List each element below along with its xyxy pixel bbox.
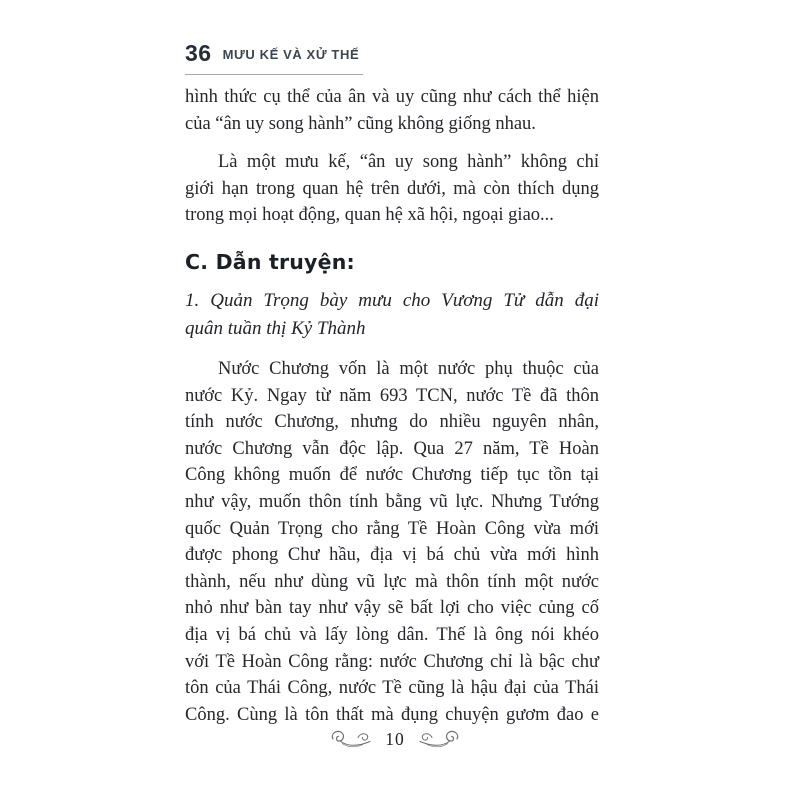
text-line: quân tuần thị Kỷ Thành xyxy=(185,318,366,340)
flourish-right-icon xyxy=(417,728,461,750)
text-line: thành, nếu như dùng vũ lực mà thôn tính một nước xyxy=(185,571,599,592)
text-line: hình thức cụ thể của ân và uy cũng như cách thể hiện xyxy=(185,87,599,107)
text-line: được phong Chư hầu, địa vị bá chủ vừa mới hình xyxy=(185,545,599,566)
header-book-number: 36 xyxy=(185,40,212,66)
running-header-rule xyxy=(185,40,363,75)
text-line: Là một mưu kế, “ân uy song hành” không chỉ xyxy=(218,152,599,173)
text-line: nước Chương vẫn độc lập. Qua 27 năm, Tề Hoàn xyxy=(185,438,599,459)
text-line: tôn của Thái Công, nước Tề cũng là hậu đại của Thái xyxy=(185,678,599,699)
page-number: 10 xyxy=(385,728,405,749)
paragraph xyxy=(185,149,599,229)
text-line: tính nước Chương, nhưng do nhiều nguyên nhân, xyxy=(185,412,599,433)
paragraph xyxy=(185,356,599,728)
running-header xyxy=(185,40,363,75)
text-line: như vậy, muốn thôn tính bằng vũ lực. Nhưng Tướng xyxy=(185,491,599,512)
flourish-left-icon xyxy=(329,728,373,750)
page-footer xyxy=(0,722,790,756)
text-line: địa vị bá chủ và lấy lòng dân. Thế là ông nói khéo xyxy=(185,624,599,645)
text-line: trong mọi hoạt động, quan hệ xã hội, ngoại giao... xyxy=(185,205,554,226)
text-line: 1. Quản Trọng bày mưu cho Vương Tử dẫn đại xyxy=(185,289,599,311)
text-line: Công. Cùng là tôn thất mà đụng chuyện gươm đao e xyxy=(185,704,599,725)
story-subheading xyxy=(185,287,599,344)
paragraph xyxy=(185,84,599,137)
text-line: giới hạn trong quan hệ trên dưới, mà còn thích dụng xyxy=(185,178,599,199)
page-body xyxy=(185,84,599,728)
text-line: Nước Chương vốn là một nước phụ thuộc của xyxy=(218,358,599,379)
section-heading: C. Dẫn truyện: xyxy=(185,249,355,274)
header-book-title: MƯU KẾ VÀ XỬ THẾ xyxy=(222,47,360,62)
text-line: Công không muốn để nước Chương tiếp tục tồn tại xyxy=(185,465,599,486)
text-line: quốc Quản Trọng cho rằng Tề Hoàn Công vừa mới xyxy=(185,518,599,539)
text-line: nước Kỷ. Ngay từ năm 693 TCN, nước Tề đã thôn xyxy=(185,385,599,406)
text-line: của “ân uy song hành” cũng không giống nhau. xyxy=(185,113,536,134)
text-line: với Tề Hoàn Công rằng: nước Chương chỉ là bậc chư xyxy=(185,651,599,672)
text-line: nhỏ như bàn tay như vậy sẽ bất lợi cho việc củng cố xyxy=(185,598,599,619)
